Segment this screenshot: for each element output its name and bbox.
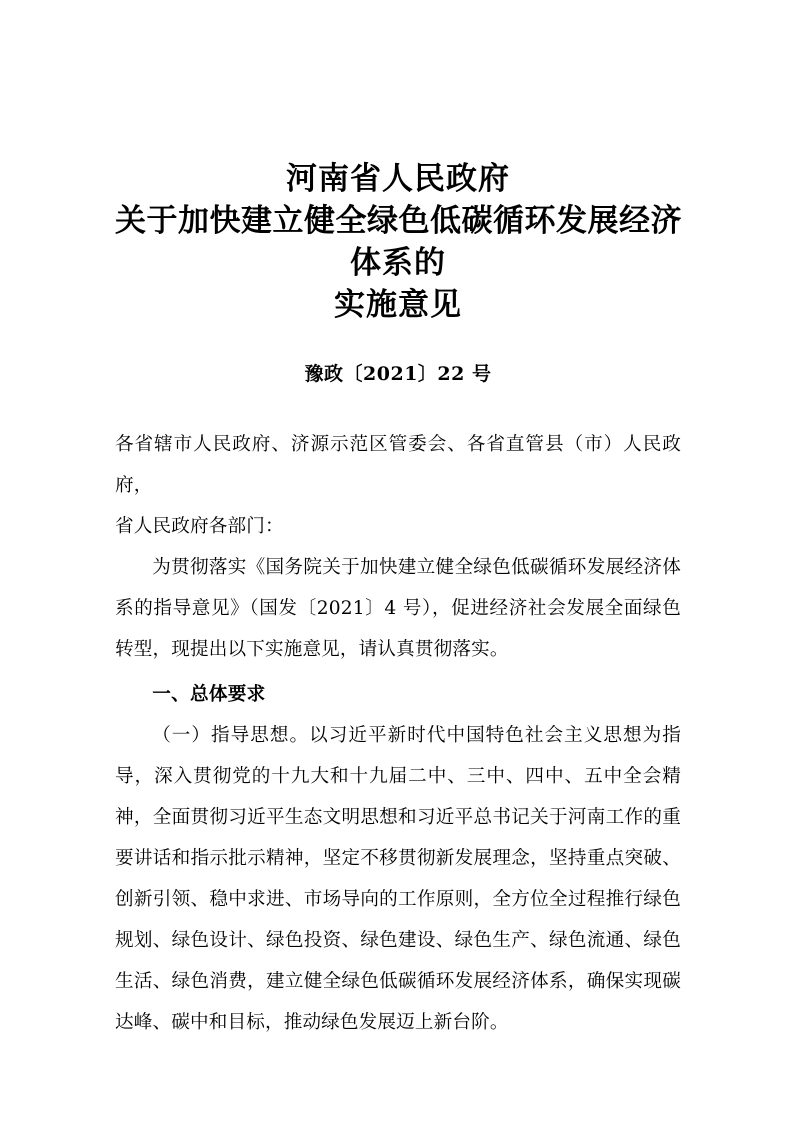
document-serial-number: 豫政〔2021〕22 号 xyxy=(304,363,492,385)
document-body xyxy=(115,388,681,1043)
title-line-4: 实施意见 xyxy=(334,287,462,323)
preamble-paragraph: 为贯彻落实《国务院关于加快建立健全绿色低碳循环发展经济体系的指导意见》（国发〔2021〕4 号），促进经济社会发展全面绿色转型，现提出以下实施意见，请认真贯彻落实。 xyxy=(115,557,681,660)
title-line-3: 体系的 xyxy=(350,245,446,281)
document-content xyxy=(115,0,681,1043)
recipient-line-2: 省人民政府各部门： xyxy=(115,516,284,537)
recipient-line-1: 各省辖市人民政府、济源示范区管委会、各省直管县（市）人民政府， xyxy=(115,434,681,496)
title-line-1: 河南省人民政府 xyxy=(286,161,510,197)
document-title xyxy=(115,0,681,326)
title-line-2: 关于加快建立健全绿色低碳循环发展经济 xyxy=(115,203,682,239)
section-1-paragraph-1: （一）指导思想。以习近平新时代中国特色社会主义思想为指导，深入贯彻党的十九大和十九届二中、三中、四中、五中全会精神，全面贯彻习近平生态文明思想和习近平总书记关于河南工作的重要讲话和指示批示精神，坚定不移贯彻新发展理念，坚持重点突破、创新引领、稳中求进、市场导向的工作原则，全方位全过程推行绿色规划、绿色设计、绿色投资、绿色建设、绿色生产、绿色流通、绿色生活、绿色消费，建立健全绿色低碳循环发展经济体系，确保实现碳达峰、碳中和目标，推动绿色发展迈上新台阶。 xyxy=(115,725,681,1033)
section-heading-1: 一、总体要求 xyxy=(152,684,266,705)
